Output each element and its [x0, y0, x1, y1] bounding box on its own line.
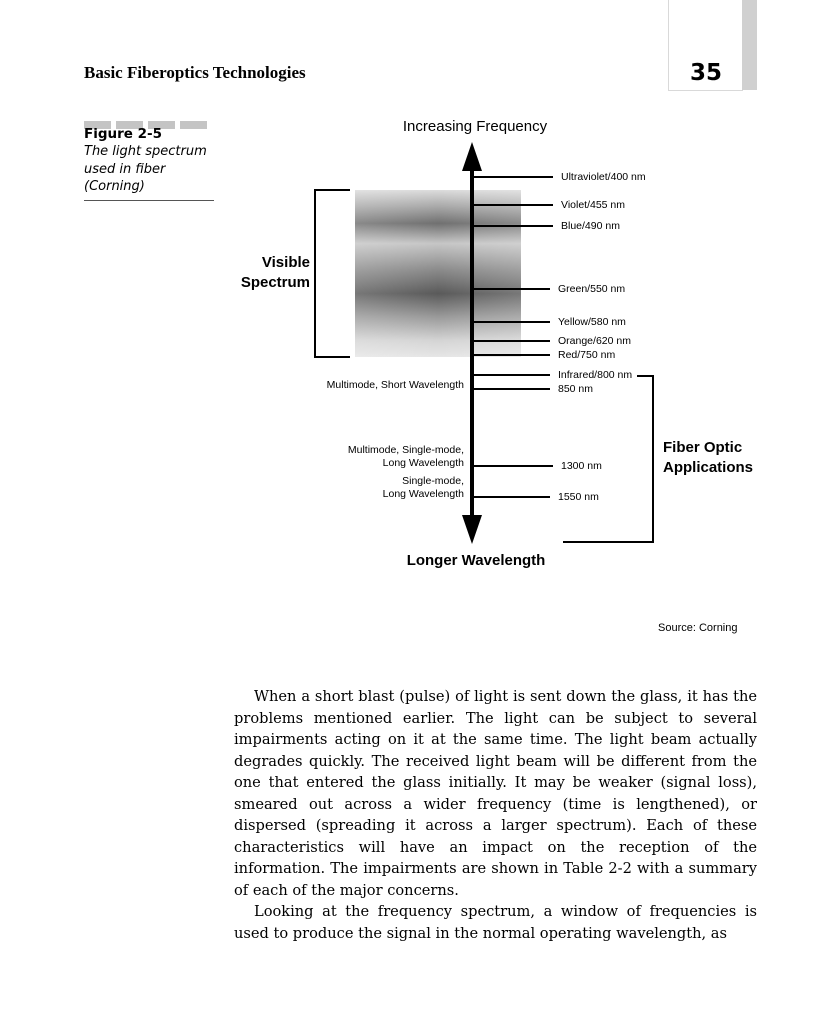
figure-caption-text: The light spectrum used in fiber (Corning) — [84, 144, 207, 194]
arrow-up-icon — [462, 142, 482, 171]
label-blue: Blue/490 nm — [561, 220, 620, 232]
wavelength-labels — [558, 171, 646, 503]
label-multimode-singlemode-1: Multimode, Single-mode, — [347, 444, 464, 456]
arrow-down-icon — [462, 515, 482, 544]
visible-spectrum-label-2: Spectrum — [240, 274, 310, 291]
label-850: 850 nm — [558, 383, 594, 395]
label-green: Green/550 nm — [558, 283, 626, 295]
fiber-applications-label-2: Applications — [663, 459, 754, 476]
label-red: Red/750 nm — [558, 349, 616, 361]
application-labels — [327, 379, 465, 500]
label-multimode-short: Multimode, Short Wavelength — [326, 379, 464, 391]
label-infrared: Infrared/800 nm — [558, 369, 633, 381]
visible-spectrum-shading — [355, 190, 521, 357]
label-multimode-singlemode-2: Long Wavelength — [382, 457, 464, 469]
label-orange: Orange/620 nm — [558, 335, 631, 347]
label-yellow: Yellow/580 nm — [558, 316, 626, 328]
label-1550: 1550 nm — [558, 491, 599, 503]
visible-spectrum-bracket — [315, 190, 350, 357]
fiber-applications-bracket — [563, 376, 653, 542]
visible-spectrum-label-1: Visible — [261, 254, 310, 271]
running-header-title: Basic Fiberoptics Technologies — [84, 63, 306, 82]
bottom-axis-label: Longer Wavelength — [406, 552, 546, 569]
label-1300: 1300 nm — [561, 460, 602, 472]
label-singlemode-2: Long Wavelength — [382, 488, 464, 500]
label-singlemode-1: Single-mode, — [402, 475, 464, 487]
label-violet: Violet/455 nm — [561, 199, 626, 211]
fiber-applications-label-1: Fiber Optic — [663, 439, 743, 456]
page-number: 35 — [690, 60, 723, 86]
figure-source: Source: Corning — [658, 622, 738, 634]
label-ultraviolet: Ultraviolet/400 nm — [561, 171, 646, 183]
body-paragraph: Looking at the frequency spectrum, a window of frequencies is used to produce the signal in the normal operating wavelength, as — [234, 903, 757, 942]
figure-caption-label: Figure 2-5 — [84, 126, 163, 142]
body-text — [234, 686, 757, 944]
top-axis-label: Increasing Frequency — [402, 118, 548, 135]
body-paragraph: When a short blast (pulse) of light is sent down the glass, it has the problems mentioned earlier. The light can be subject to several impairments acting on it at the same time. The light beam actually degrades quickly. The received light beam will be different from the one that entered the glass initially. It may be weaker (signal loss), smeared out across a wider frequency (time is lengthened), or dispersed (spreading it across a larger spectrum). Each of these characteristics will have an impact on the reception of the information. The impairments are shown in Table 2-2 with a summary of each of the major concerns. — [234, 688, 757, 899]
